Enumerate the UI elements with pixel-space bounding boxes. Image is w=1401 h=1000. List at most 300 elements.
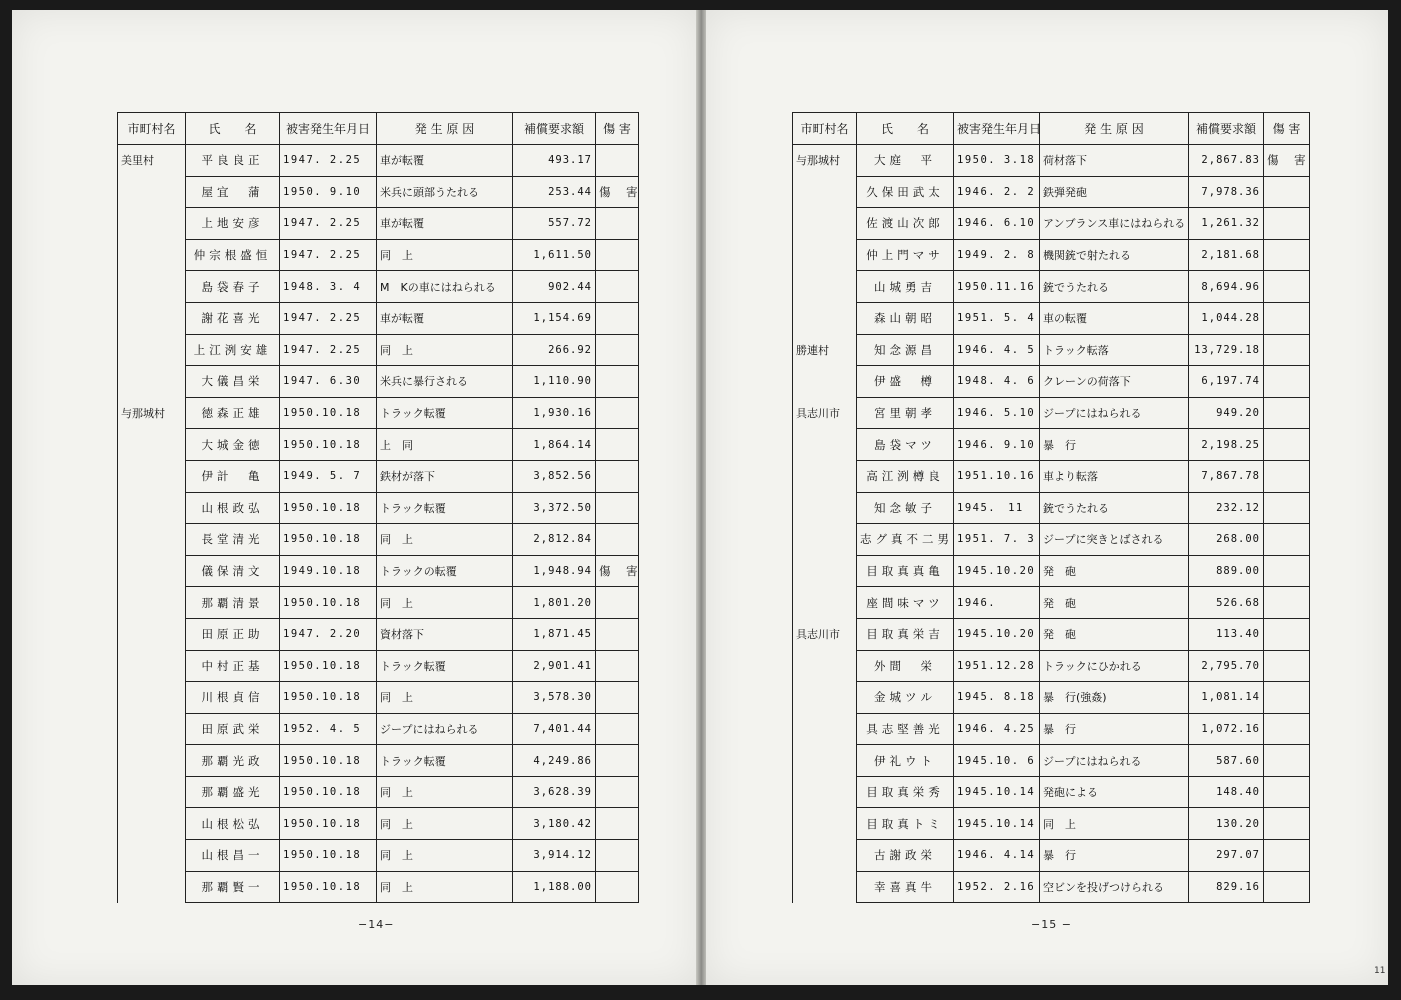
name-cell: 仲上門マサ bbox=[857, 239, 954, 271]
cause-cell: 資材落下 bbox=[377, 618, 513, 650]
injury-cell bbox=[1264, 682, 1310, 714]
injury-cell bbox=[1264, 587, 1310, 619]
municipality-cell bbox=[793, 840, 857, 872]
name-cell: 徳森正雄 bbox=[186, 397, 280, 429]
name-cell: 謝花喜光 bbox=[186, 302, 280, 334]
table-row bbox=[793, 871, 1310, 903]
injury-cell bbox=[1264, 492, 1310, 524]
cause-cell: 米兵に暴行される bbox=[377, 366, 513, 398]
name-cell: 山根政弘 bbox=[186, 492, 280, 524]
table-header-row bbox=[793, 113, 1310, 145]
cause-cell: 同 上 bbox=[377, 871, 513, 903]
name-cell: 上地安彦 bbox=[186, 208, 280, 240]
table-row bbox=[118, 208, 639, 240]
municipality-cell bbox=[118, 745, 186, 777]
table-row bbox=[118, 460, 639, 492]
date-cell: 1950.10.18 bbox=[280, 429, 377, 461]
date-cell: 1950.10.18 bbox=[280, 745, 377, 777]
table-row bbox=[118, 334, 639, 366]
date-cell: 1947. 2.25 bbox=[280, 145, 377, 177]
name-cell: 幸喜真牛 bbox=[857, 871, 954, 903]
injury-cell bbox=[596, 460, 639, 492]
cause-cell: 暴 行 bbox=[1040, 840, 1189, 872]
injury-cell bbox=[1264, 808, 1310, 840]
municipality-cell bbox=[118, 682, 186, 714]
injury-cell bbox=[596, 429, 639, 461]
name-cell: 大城金徳 bbox=[186, 429, 280, 461]
amount-cell: 1,110.90 bbox=[513, 366, 596, 398]
cause-cell: 荷材落下 bbox=[1040, 145, 1189, 177]
amount-cell: 1,072.16 bbox=[1189, 713, 1264, 745]
cause-cell: 発 砲 bbox=[1040, 555, 1189, 587]
municipality-cell: 与那城村 bbox=[793, 145, 857, 177]
municipality-cell bbox=[793, 650, 857, 682]
amount-cell: 3,180.42 bbox=[513, 808, 596, 840]
amount-cell: 4,249.86 bbox=[513, 745, 596, 777]
date-cell: 1946. 6.10 bbox=[954, 208, 1040, 240]
injury-cell bbox=[596, 745, 639, 777]
date-cell: 1950. 9.10 bbox=[280, 176, 377, 208]
municipality-cell bbox=[793, 492, 857, 524]
amount-cell: 232.12 bbox=[1189, 492, 1264, 524]
name-cell: 田原武栄 bbox=[186, 713, 280, 745]
municipality-cell bbox=[118, 776, 186, 808]
amount-cell: 8,694.96 bbox=[1189, 271, 1264, 303]
amount-cell: 2,795.70 bbox=[1189, 650, 1264, 682]
injury-cell bbox=[596, 208, 639, 240]
name-cell: 知念源昌 bbox=[857, 334, 954, 366]
injury-cell bbox=[1264, 776, 1310, 808]
table-row bbox=[793, 176, 1310, 208]
municipality-cell bbox=[793, 871, 857, 903]
table-row bbox=[118, 271, 639, 303]
injury-cell bbox=[596, 871, 639, 903]
amount-cell: 113.40 bbox=[1189, 618, 1264, 650]
cause-cell: 同 上 bbox=[377, 840, 513, 872]
municipality-cell bbox=[793, 713, 857, 745]
date-cell: 1947. 2.25 bbox=[280, 334, 377, 366]
municipality-cell bbox=[793, 555, 857, 587]
amount-cell: 253.44 bbox=[513, 176, 596, 208]
injury-cell bbox=[1264, 239, 1310, 271]
amount-cell: 1,081.14 bbox=[1189, 682, 1264, 714]
amount-cell: 1,801.20 bbox=[513, 587, 596, 619]
cause-cell: トラック転覆 bbox=[377, 745, 513, 777]
table-row bbox=[118, 555, 639, 587]
municipality-cell bbox=[118, 840, 186, 872]
municipality-cell bbox=[118, 460, 186, 492]
cause-cell: M Kの車にはねられる bbox=[377, 271, 513, 303]
name-cell: 目取真栄秀 bbox=[857, 776, 954, 808]
amount-cell: 148.40 bbox=[1189, 776, 1264, 808]
municipality-cell bbox=[118, 334, 186, 366]
municipality-cell bbox=[793, 176, 857, 208]
header-date: 被害発生年月日 bbox=[280, 113, 377, 145]
date-cell: 1950.10.18 bbox=[280, 492, 377, 524]
cause-cell: 車の転覆 bbox=[1040, 302, 1189, 334]
amount-cell: 587.60 bbox=[1189, 745, 1264, 777]
municipality-cell bbox=[118, 587, 186, 619]
date-cell: 1948. 3. 4 bbox=[280, 271, 377, 303]
date-cell: 1950.10.18 bbox=[280, 808, 377, 840]
name-cell: 那覇光政 bbox=[186, 745, 280, 777]
name-cell: 佐渡山次郎 bbox=[857, 208, 954, 240]
table-row bbox=[118, 366, 639, 398]
injury-cell bbox=[596, 334, 639, 366]
table-row bbox=[793, 713, 1310, 745]
date-cell: 1947. 2.20 bbox=[280, 618, 377, 650]
cause-cell: 車が転覆 bbox=[377, 208, 513, 240]
injury-cell bbox=[1264, 302, 1310, 334]
amount-cell: 2,181.68 bbox=[1189, 239, 1264, 271]
name-cell: 伊盛 樽 bbox=[857, 366, 954, 398]
date-cell: 1949.10.18 bbox=[280, 555, 377, 587]
date-cell: 1949. 2. 8 bbox=[954, 239, 1040, 271]
name-cell: 那覇賢一 bbox=[186, 871, 280, 903]
amount-cell: 297.07 bbox=[1189, 840, 1264, 872]
name-cell: 目取真栄吉 bbox=[857, 618, 954, 650]
injury-cell bbox=[1264, 618, 1310, 650]
amount-cell: 130.20 bbox=[1189, 808, 1264, 840]
table-row bbox=[118, 650, 639, 682]
cause-cell: トラック転覆 bbox=[377, 492, 513, 524]
municipality-cell bbox=[793, 587, 857, 619]
amount-cell: 889.00 bbox=[1189, 555, 1264, 587]
injury-cell bbox=[1264, 397, 1310, 429]
cause-cell: 車が転覆 bbox=[377, 145, 513, 177]
date-cell: 1951.10.16 bbox=[954, 460, 1040, 492]
injury-cell bbox=[1264, 176, 1310, 208]
municipality-cell bbox=[118, 618, 186, 650]
injury-cell: 傷 害 bbox=[596, 176, 639, 208]
name-cell: 森山朝昭 bbox=[857, 302, 954, 334]
name-cell: 具志堅善光 bbox=[857, 713, 954, 745]
table-row bbox=[118, 808, 639, 840]
header-cause: 発 生 原 因 bbox=[1040, 113, 1189, 145]
table-row bbox=[793, 397, 1310, 429]
name-cell: 高江洌樽良 bbox=[857, 460, 954, 492]
cause-cell: 銃でうたれる bbox=[1040, 271, 1189, 303]
date-cell: 1950. 3.18 bbox=[954, 145, 1040, 177]
cause-cell: 発 砲 bbox=[1040, 618, 1189, 650]
name-cell: 那覇清景 bbox=[186, 587, 280, 619]
name-cell: 山城勇吉 bbox=[857, 271, 954, 303]
municipality-cell bbox=[793, 460, 857, 492]
municipality-cell bbox=[793, 239, 857, 271]
cause-cell: トラックにひかれる bbox=[1040, 650, 1189, 682]
date-cell: 1946. bbox=[954, 587, 1040, 619]
name-cell: 仲宗根盛恒 bbox=[186, 239, 280, 271]
date-cell: 1947. 2.25 bbox=[280, 208, 377, 240]
amount-cell: 1,261.32 bbox=[1189, 208, 1264, 240]
cause-cell: 鉄弾発砲 bbox=[1040, 176, 1189, 208]
injury-cell bbox=[1264, 840, 1310, 872]
injury-cell bbox=[1264, 745, 1310, 777]
amount-cell: 3,852.56 bbox=[513, 460, 596, 492]
municipality-cell bbox=[118, 366, 186, 398]
injury-cell bbox=[596, 397, 639, 429]
injury-cell bbox=[596, 524, 639, 556]
table-row bbox=[118, 176, 639, 208]
header-injury: 傷 害 bbox=[596, 113, 639, 145]
header-amount: 補償要求額 bbox=[1189, 113, 1264, 145]
date-cell: 1950.10.18 bbox=[280, 871, 377, 903]
municipality-cell bbox=[793, 208, 857, 240]
cause-cell: 同 上 bbox=[377, 239, 513, 271]
name-cell: 大儀昌栄 bbox=[186, 366, 280, 398]
amount-cell: 1,154.69 bbox=[513, 302, 596, 334]
table-row bbox=[793, 555, 1310, 587]
date-cell: 1947. 6.30 bbox=[280, 366, 377, 398]
header-name: 氏 名 bbox=[857, 113, 954, 145]
table-row bbox=[793, 208, 1310, 240]
name-cell: 金城ツル bbox=[857, 682, 954, 714]
municipality-cell bbox=[118, 208, 186, 240]
date-cell: 1952. 2.16 bbox=[954, 871, 1040, 903]
date-cell: 1950.10.18 bbox=[280, 682, 377, 714]
cause-cell: トラックの転覆 bbox=[377, 555, 513, 587]
cause-cell: 車が転覆 bbox=[377, 302, 513, 334]
table-row bbox=[793, 524, 1310, 556]
amount-cell: 949.20 bbox=[1189, 397, 1264, 429]
injury-cell bbox=[596, 808, 639, 840]
header-municipality: 市町村名 bbox=[118, 113, 186, 145]
date-cell: 1946. 4. 5 bbox=[954, 334, 1040, 366]
table-header-row bbox=[118, 113, 639, 145]
municipality-cell bbox=[793, 271, 857, 303]
injury-cell bbox=[1264, 366, 1310, 398]
cause-cell: 暴 行 bbox=[1040, 713, 1189, 745]
injury-cell bbox=[596, 776, 639, 808]
table-row bbox=[118, 871, 639, 903]
cause-cell: トラック転覆 bbox=[377, 397, 513, 429]
amount-cell: 493.17 bbox=[513, 145, 596, 177]
cause-cell: 発 砲 bbox=[1040, 587, 1189, 619]
cause-cell: 同 上 bbox=[1040, 808, 1189, 840]
injury-cell bbox=[596, 239, 639, 271]
cause-cell: 同 上 bbox=[377, 682, 513, 714]
name-cell: 中村正基 bbox=[186, 650, 280, 682]
cause-cell: クレーンの荷落下 bbox=[1040, 366, 1189, 398]
date-cell: 1945.10. 6 bbox=[954, 745, 1040, 777]
name-cell: 那覇盛光 bbox=[186, 776, 280, 808]
table-row bbox=[793, 145, 1310, 177]
table-row bbox=[793, 271, 1310, 303]
municipality-cell: 勝連村 bbox=[793, 334, 857, 366]
municipality-cell bbox=[118, 713, 186, 745]
table-row bbox=[793, 682, 1310, 714]
municipality-cell bbox=[793, 776, 857, 808]
date-cell: 1945. 11 bbox=[954, 492, 1040, 524]
cause-cell: ジープにはねられる bbox=[1040, 745, 1189, 777]
amount-cell: 7,978.36 bbox=[1189, 176, 1264, 208]
cause-cell: 暴 行 bbox=[1040, 429, 1189, 461]
injury-cell bbox=[596, 682, 639, 714]
municipality-cell bbox=[793, 808, 857, 840]
injury-cell bbox=[596, 587, 639, 619]
name-cell: 島袋春子 bbox=[186, 271, 280, 303]
municipality-cell bbox=[118, 429, 186, 461]
injury-cell bbox=[596, 618, 639, 650]
injury-cell bbox=[596, 650, 639, 682]
date-cell: 1946. 4.14 bbox=[954, 840, 1040, 872]
table-row bbox=[793, 239, 1310, 271]
injury-cell bbox=[1264, 713, 1310, 745]
cause-cell: 同 上 bbox=[377, 334, 513, 366]
amount-cell: 3,914.12 bbox=[513, 840, 596, 872]
injury-cell bbox=[1264, 460, 1310, 492]
municipality-cell bbox=[118, 650, 186, 682]
name-cell: 目取真真亀 bbox=[857, 555, 954, 587]
cause-cell: 同 上 bbox=[377, 808, 513, 840]
date-cell: 1947. 2.25 bbox=[280, 302, 377, 334]
table-row bbox=[118, 587, 639, 619]
municipality-cell bbox=[793, 524, 857, 556]
date-cell: 1952. 4. 5 bbox=[280, 713, 377, 745]
municipality-cell bbox=[118, 176, 186, 208]
header-amount: 補償要求額 bbox=[513, 113, 596, 145]
table-row bbox=[118, 618, 639, 650]
amount-cell: 3,578.30 bbox=[513, 682, 596, 714]
table-row bbox=[793, 587, 1310, 619]
municipality-cell bbox=[793, 682, 857, 714]
table-row bbox=[793, 460, 1310, 492]
amount-cell: 266.92 bbox=[513, 334, 596, 366]
cause-cell: トラック転覆 bbox=[377, 650, 513, 682]
header-name: 氏 名 bbox=[186, 113, 280, 145]
header-cause: 発 生 原 因 bbox=[377, 113, 513, 145]
header-date: 被害発生年月日 bbox=[954, 113, 1040, 145]
name-cell: 屋宜 蒲 bbox=[186, 176, 280, 208]
municipality-cell bbox=[793, 429, 857, 461]
injury-cell bbox=[1264, 555, 1310, 587]
amount-cell: 6,197.74 bbox=[1189, 366, 1264, 398]
municipality-cell: 美里村 bbox=[118, 145, 186, 177]
date-cell: 1949. 5. 7 bbox=[280, 460, 377, 492]
cause-cell: 発砲による bbox=[1040, 776, 1189, 808]
amount-cell: 557.72 bbox=[513, 208, 596, 240]
injury-cell bbox=[596, 302, 639, 334]
cause-cell: 上 同 bbox=[377, 429, 513, 461]
name-cell: 宮里朝孝 bbox=[857, 397, 954, 429]
municipality-cell: 具志川市 bbox=[793, 397, 857, 429]
municipality-cell bbox=[118, 492, 186, 524]
date-cell: 1945.10.20 bbox=[954, 618, 1040, 650]
injury-cell bbox=[596, 271, 639, 303]
cause-cell: 銃でうたれる bbox=[1040, 492, 1189, 524]
date-cell: 1946. 5.10 bbox=[954, 397, 1040, 429]
amount-cell: 829.16 bbox=[1189, 871, 1264, 903]
amount-cell: 902.44 bbox=[513, 271, 596, 303]
municipality-cell bbox=[118, 871, 186, 903]
amount-cell: 2,198.25 bbox=[1189, 429, 1264, 461]
amount-cell: 3,372.50 bbox=[513, 492, 596, 524]
date-cell: 1951.12.28 bbox=[954, 650, 1040, 682]
name-cell: 志グ真不二男 bbox=[857, 524, 954, 556]
cause-cell: アンブランス車にはねられる bbox=[1040, 208, 1189, 240]
date-cell: 1945.10.20 bbox=[954, 555, 1040, 587]
table-row bbox=[793, 429, 1310, 461]
cause-cell: 機関銃で射たれる bbox=[1040, 239, 1189, 271]
amount-cell: 1,044.28 bbox=[1189, 302, 1264, 334]
municipality-cell: 与那城村 bbox=[118, 397, 186, 429]
table-row bbox=[793, 492, 1310, 524]
left-damage-table bbox=[117, 112, 644, 903]
table-row bbox=[793, 618, 1310, 650]
injury-cell bbox=[1264, 208, 1310, 240]
cause-cell: 同 上 bbox=[377, 776, 513, 808]
table-row bbox=[118, 745, 639, 777]
table-row bbox=[118, 776, 639, 808]
table-row bbox=[118, 713, 639, 745]
cause-cell: 空ビンを投げつけられる bbox=[1040, 871, 1189, 903]
table-row bbox=[118, 524, 639, 556]
injury-cell: 傷 害 bbox=[596, 555, 639, 587]
header-injury: 傷 害 bbox=[1264, 113, 1310, 145]
municipality-cell bbox=[118, 302, 186, 334]
name-cell: 伊計 亀 bbox=[186, 460, 280, 492]
corner-mark: 11 bbox=[1374, 966, 1386, 976]
date-cell: 1946. 2. 2 bbox=[954, 176, 1040, 208]
table-row bbox=[793, 650, 1310, 682]
municipality-cell bbox=[118, 524, 186, 556]
name-cell: 上江洌安雄 bbox=[186, 334, 280, 366]
injury-cell bbox=[1264, 650, 1310, 682]
name-cell: 久保田武太 bbox=[857, 176, 954, 208]
amount-cell: 7,401.44 bbox=[513, 713, 596, 745]
name-cell: 目取真トミ bbox=[857, 808, 954, 840]
header-municipality: 市町村名 bbox=[793, 113, 857, 145]
injury-cell bbox=[596, 840, 639, 872]
amount-cell: 3,628.39 bbox=[513, 776, 596, 808]
name-cell: 山根松弘 bbox=[186, 808, 280, 840]
cause-cell: 鉄材が落下 bbox=[377, 460, 513, 492]
cause-cell: 同 上 bbox=[377, 587, 513, 619]
table-row bbox=[793, 302, 1310, 334]
injury-cell bbox=[1264, 271, 1310, 303]
name-cell: 川根貞信 bbox=[186, 682, 280, 714]
amount-cell: 2,867.83 bbox=[1189, 145, 1264, 177]
date-cell: 1946. 9.10 bbox=[954, 429, 1040, 461]
date-cell: 1950.10.18 bbox=[280, 397, 377, 429]
table-row bbox=[118, 840, 639, 872]
cause-cell: 車より転落 bbox=[1040, 460, 1189, 492]
cause-cell: ジープに突きとばされる bbox=[1040, 524, 1189, 556]
table-row bbox=[793, 745, 1310, 777]
cause-cell: トラック転落 bbox=[1040, 334, 1189, 366]
date-cell: 1950.10.18 bbox=[280, 524, 377, 556]
table-row bbox=[118, 682, 639, 714]
table-row bbox=[793, 776, 1310, 808]
injury-cell bbox=[1264, 871, 1310, 903]
date-cell: 1945.10.14 bbox=[954, 776, 1040, 808]
amount-cell: 1,948.94 bbox=[513, 555, 596, 587]
name-cell: 山根昌一 bbox=[186, 840, 280, 872]
date-cell: 1950.10.18 bbox=[280, 840, 377, 872]
cause-cell: 同 上 bbox=[377, 524, 513, 556]
name-cell: 座間味マツ bbox=[857, 587, 954, 619]
date-cell: 1950.10.18 bbox=[280, 587, 377, 619]
injury-cell bbox=[596, 366, 639, 398]
date-cell: 1950.11.16 bbox=[954, 271, 1040, 303]
injury-cell bbox=[596, 492, 639, 524]
table-row bbox=[793, 808, 1310, 840]
injury-cell: 傷 害 bbox=[1264, 145, 1310, 177]
municipality-cell bbox=[793, 745, 857, 777]
amount-cell: 1,188.00 bbox=[513, 871, 596, 903]
name-cell: 平良良正 bbox=[186, 145, 280, 177]
name-cell: 島袋マツ bbox=[857, 429, 954, 461]
